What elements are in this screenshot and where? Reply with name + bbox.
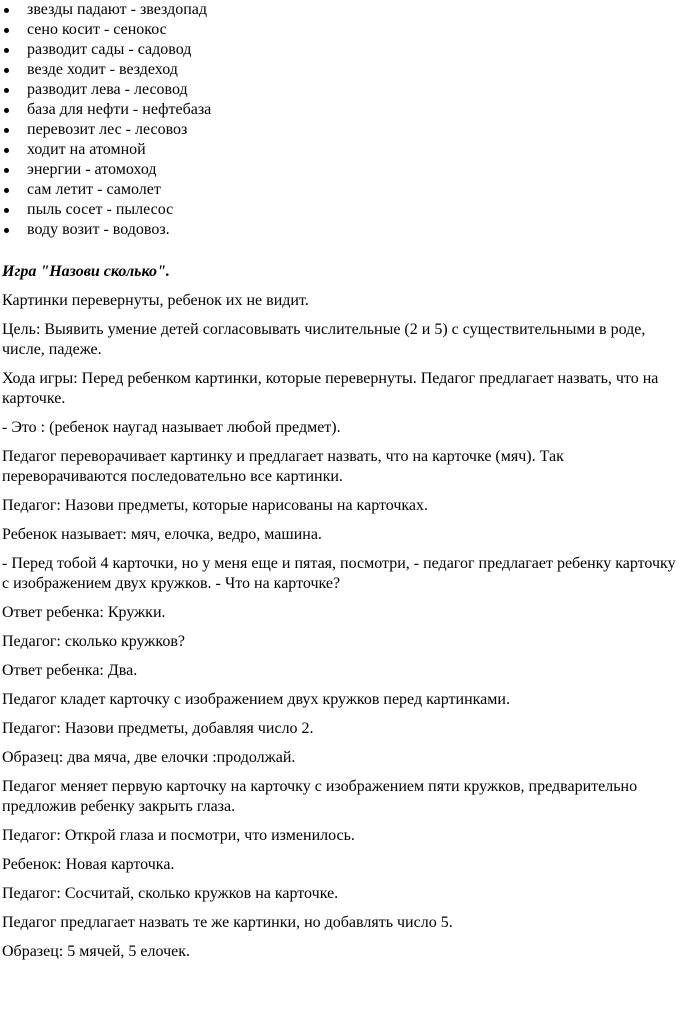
bullet-icon bbox=[4, 148, 9, 153]
paragraph: Педагог предлагает назвать те же картинки, но добавлять число 5. bbox=[2, 914, 453, 931]
paragraph: - Это : (ребенок наугад называет любой предмет). bbox=[2, 419, 341, 436]
bullet-icon bbox=[4, 128, 9, 133]
paragraph: Картинки перевернуты, ребенок их не видит. bbox=[2, 292, 309, 309]
list-item: перевозит лес - лесовоз bbox=[2, 120, 681, 140]
game-heading: Игра "Назови сколько". bbox=[2, 263, 170, 280]
list-item: разводит лева - лесовод bbox=[2, 80, 681, 100]
paragraph: Педагог: Сосчитай, сколько кружков на карточке. bbox=[2, 885, 339, 902]
paragraph: Педагог меняет первую карточку на карточку с изображением пяти кружков, предварительно предложив ребенку закрыть глаза. bbox=[2, 778, 638, 815]
list-item: база для нефти - нефтебаза bbox=[2, 100, 681, 120]
paragraph: Педагог кладет карточку с изображением двух кружков перед картинками. bbox=[2, 691, 510, 708]
list-item: воду возит - водовоз. bbox=[2, 220, 681, 240]
bullet-icon bbox=[4, 188, 9, 193]
paragraph: Педагог: сколько кружков? bbox=[2, 633, 185, 650]
list-item: пыль сосет - пылесос bbox=[2, 200, 681, 220]
paragraph: Педагог переворачивает картинку и предлагает назвать, что на карточке (мяч). Так переворачиваются последовательно все картинки. bbox=[2, 448, 564, 485]
paragraph: Цель: Выявить умение детей согласовывать числительные (2 и 5) с существительными в роде, числе, падеже. bbox=[2, 321, 646, 358]
paragraph: Ответ ребенка: Два. bbox=[2, 662, 138, 679]
list-item: звезды падают - звездопад bbox=[2, 0, 681, 20]
bullet-icon bbox=[4, 108, 9, 113]
list-item: разводит сады - садовод bbox=[2, 40, 681, 60]
bullet-icon bbox=[4, 8, 9, 13]
bullet-icon bbox=[4, 68, 9, 73]
list-item: везде ходит - вездеход bbox=[2, 60, 681, 80]
paragraph: Ребенок называет: мяч, елочка, ведро, машина. bbox=[2, 526, 322, 543]
paragraph: Педагог: Открой глаза и посмотри, что изменилось. bbox=[2, 827, 355, 844]
paragraph: Педагог: Назови предметы, добавляя число 2. bbox=[2, 720, 314, 737]
bullet-icon bbox=[4, 168, 9, 173]
bullet-icon bbox=[4, 48, 9, 53]
list-item: сено косит - сенокос bbox=[2, 20, 681, 40]
paragraph: - Перед тобой 4 карточки, но у меня еще и пятая, посмотри, - педагог предлагает ребенку карточку с изображением двух кружков. - Что на карточке? bbox=[2, 555, 676, 592]
paragraph: Образец: два мяча, две елочки :продолжай. bbox=[2, 749, 296, 766]
word-formation-list bbox=[2, 0, 681, 240]
list-item: сам летит - самолет bbox=[2, 180, 681, 200]
bullet-icon bbox=[4, 208, 9, 213]
paragraph: Ответ ребенка: Кружки. bbox=[2, 604, 166, 621]
paragraph: Педагог: Назови предметы, которые нарисованы на карточках. bbox=[2, 497, 429, 514]
paragraph: Образец: 5 мячей, 5 елочек. bbox=[2, 943, 191, 960]
list-item: энергии - атомоход bbox=[2, 160, 681, 180]
bullet-icon bbox=[4, 28, 9, 33]
paragraph: Хода игры: Перед ребенком картинки, которые перевернуты. Педагог предлагает назвать, что на карточке. bbox=[2, 370, 659, 407]
bullet-icon bbox=[4, 228, 9, 233]
bullet-icon bbox=[4, 88, 9, 93]
list-item: ходит на атомной bbox=[2, 140, 681, 160]
paragraph: Ребенок: Новая карточка. bbox=[2, 856, 175, 873]
